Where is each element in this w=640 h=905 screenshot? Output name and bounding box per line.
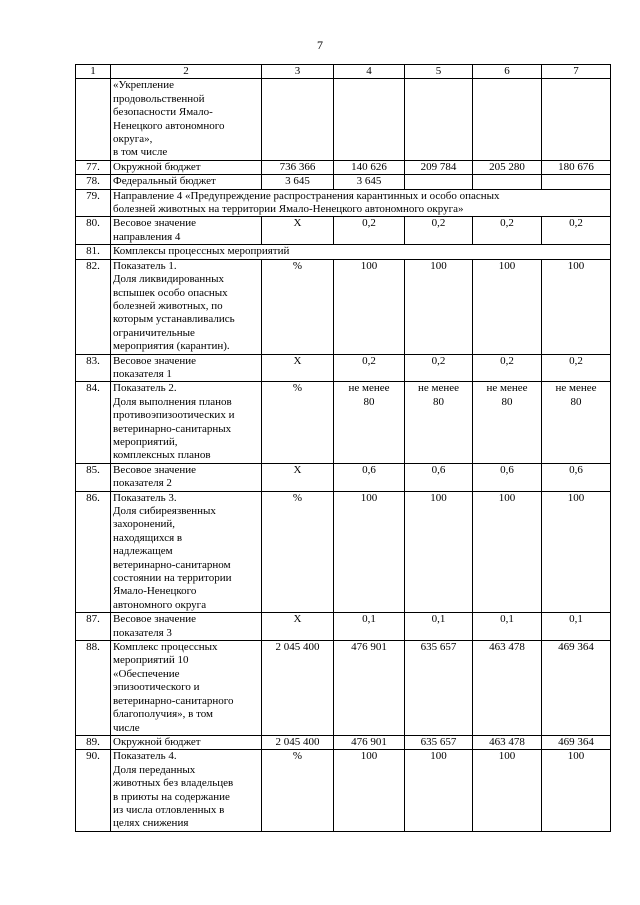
- row-number-cell: 83.: [76, 354, 111, 382]
- value-cell: 3 645: [334, 175, 405, 189]
- row-number-cell: 89.: [76, 735, 111, 749]
- value-cell: 0,2: [542, 217, 611, 245]
- item-name-cell: Весовое значение показателя 1: [111, 354, 262, 382]
- value-cell: 0,2: [334, 354, 405, 382]
- value-cell: 463 478: [473, 735, 542, 749]
- value-cell: 463 478: [473, 641, 542, 736]
- value-cell: Х: [262, 613, 334, 641]
- column-number: 1: [76, 65, 111, 79]
- table-row: [76, 491, 611, 613]
- column-number: 7: [542, 65, 611, 79]
- value-cell: 0,2: [473, 217, 542, 245]
- row-number-cell: 88.: [76, 641, 111, 736]
- row-number-cell: 85.: [76, 463, 111, 491]
- value-cell: [405, 175, 473, 189]
- value-cell: 0,2: [405, 354, 473, 382]
- value-cell: 0,1: [334, 613, 405, 641]
- item-name-cell: Весовое значение направления 4: [111, 217, 262, 245]
- row-number-cell: 79.: [76, 189, 111, 217]
- value-cell: 100: [473, 491, 542, 613]
- table-row: [76, 189, 611, 217]
- row-number-cell: 80.: [76, 217, 111, 245]
- item-name-cell: Весовое значение показателя 3: [111, 613, 262, 641]
- item-name-cell: Федеральный бюджет: [111, 175, 262, 189]
- value-cell: [473, 175, 542, 189]
- page-number: 7: [317, 38, 323, 52]
- value-cell: 100: [473, 750, 542, 831]
- table-row: [76, 382, 611, 463]
- table-row: [76, 175, 611, 189]
- value-cell: 0,6: [334, 463, 405, 491]
- table-row: [76, 750, 611, 831]
- table-row: [76, 613, 611, 641]
- value-cell: %: [262, 750, 334, 831]
- item-name-cell: Показатель 4. Доля переданных животных без владельцев в приюты на содержание из числа отловленных в целях снижения: [111, 750, 262, 831]
- value-cell: Х: [262, 217, 334, 245]
- value-cell: 2 045 400: [262, 641, 334, 736]
- column-number: 3: [262, 65, 334, 79]
- table-row: [76, 259, 611, 354]
- value-cell: 100: [334, 259, 405, 354]
- item-name-cell: Весовое значение показателя 2: [111, 463, 262, 491]
- item-name-cell: Комплекс процессных мероприятий 10 «Обеспечение эпизоотического и ветеринарно-санитарного благополучия», в том числе: [111, 641, 262, 736]
- value-cell: 100: [334, 491, 405, 613]
- item-name-cell: Показатель 1. Доля ликвидированных вспышек особо опасных болезней животных, по которым устанавливались ограничительные мероприятия (карантин).: [111, 259, 262, 354]
- value-cell: не менее 80: [334, 382, 405, 463]
- value-cell: 635 657: [405, 735, 473, 749]
- value-cell: 0,2: [542, 354, 611, 382]
- value-cell: 0,6: [542, 463, 611, 491]
- value-cell: %: [262, 491, 334, 613]
- value-cell: 469 364: [542, 735, 611, 749]
- row-number-cell: 77.: [76, 160, 111, 174]
- column-number-row: [76, 65, 611, 79]
- row-number-cell: 78.: [76, 175, 111, 189]
- row-number-cell: 81.: [76, 245, 111, 259]
- table-row: [76, 160, 611, 174]
- value-cell: [473, 79, 542, 160]
- value-cell: 2 045 400: [262, 735, 334, 749]
- value-cell: не менее 80: [405, 382, 473, 463]
- row-number-cell: 87.: [76, 613, 111, 641]
- value-cell: 180 676: [542, 160, 611, 174]
- value-cell: [542, 79, 611, 160]
- row-number-cell: 84.: [76, 382, 111, 463]
- value-cell: 100: [542, 750, 611, 831]
- table-row: [76, 79, 611, 160]
- item-name-cell: Окружной бюджет: [111, 735, 262, 749]
- item-name-cell: Окружной бюджет: [111, 160, 262, 174]
- table-body: [76, 65, 611, 832]
- value-cell: 0,1: [542, 613, 611, 641]
- value-cell: 100: [542, 259, 611, 354]
- value-cell: 0,2: [405, 217, 473, 245]
- column-number: 6: [473, 65, 542, 79]
- value-cell: 100: [405, 259, 473, 354]
- row-number-cell: 82.: [76, 259, 111, 354]
- column-number: 2: [111, 65, 262, 79]
- value-cell: %: [262, 259, 334, 354]
- value-cell: Х: [262, 463, 334, 491]
- value-cell: 469 364: [542, 641, 611, 736]
- table-row: [76, 641, 611, 736]
- column-number: 4: [334, 65, 405, 79]
- value-cell: 0,1: [473, 613, 542, 641]
- table-row: [76, 217, 611, 245]
- table-row: [76, 354, 611, 382]
- table-row: [76, 463, 611, 491]
- value-cell: %: [262, 382, 334, 463]
- value-cell: [262, 79, 334, 160]
- table-row: [76, 735, 611, 749]
- value-cell: 736 366: [262, 160, 334, 174]
- item-name-cell: Показатель 2. Доля выполнения планов противоэпизоотических и ветеринарно-санитарных мероприятий, комплексных планов: [111, 382, 262, 463]
- value-cell: не менее 80: [542, 382, 611, 463]
- section-heading-cell: Комплексы процессных мероприятий: [111, 245, 611, 259]
- value-cell: 100: [405, 750, 473, 831]
- value-cell: 100: [473, 259, 542, 354]
- value-cell: [542, 175, 611, 189]
- table-row: [76, 245, 611, 259]
- value-cell: 205 280: [473, 160, 542, 174]
- row-number-cell: 90.: [76, 750, 111, 831]
- value-cell: 476 901: [334, 641, 405, 736]
- value-cell: 209 784: [405, 160, 473, 174]
- value-cell: 0,6: [473, 463, 542, 491]
- item-name-cell: «Укрепление продовольственной безопасности Ямало- Ненецкого автономного округа», в том числе: [111, 79, 262, 160]
- value-cell: 3 645: [262, 175, 334, 189]
- row-number-cell: [76, 79, 111, 160]
- program-table: [75, 64, 611, 832]
- value-cell: 100: [405, 491, 473, 613]
- value-cell: 0,2: [334, 217, 405, 245]
- column-number: 5: [405, 65, 473, 79]
- value-cell: 0,2: [473, 354, 542, 382]
- section-heading-cell: Направление 4 «Предупреждение распространения карантинных и особо опасных болезней животных на территории Ямало-Ненецкого автономного округа»: [111, 189, 611, 217]
- value-cell: 0,1: [405, 613, 473, 641]
- row-number-cell: 86.: [76, 491, 111, 613]
- value-cell: Х: [262, 354, 334, 382]
- value-cell: 140 626: [334, 160, 405, 174]
- value-cell: [334, 79, 405, 160]
- value-cell: [405, 79, 473, 160]
- value-cell: 100: [334, 750, 405, 831]
- value-cell: 476 901: [334, 735, 405, 749]
- value-cell: 100: [542, 491, 611, 613]
- value-cell: 0,6: [405, 463, 473, 491]
- value-cell: не менее 80: [473, 382, 542, 463]
- value-cell: 635 657: [405, 641, 473, 736]
- item-name-cell: Показатель 3. Доля сибиреязвенных захоронений, находящихся в надлежащем ветеринарно-санитарном состоянии на территории Ямало-Ненецкого автономного округа: [111, 491, 262, 613]
